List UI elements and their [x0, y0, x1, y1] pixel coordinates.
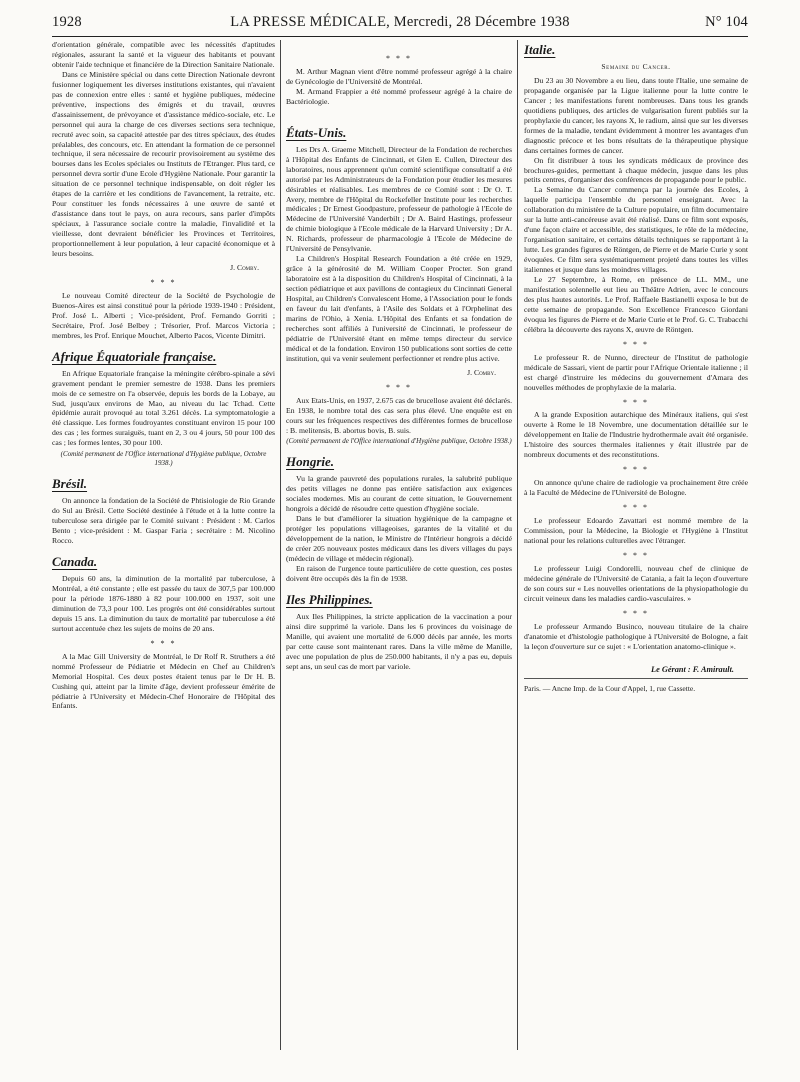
paragraph: La Semaine du Cancer commença par la journée des Ecoles, à laquelle participa l'ensemble du personnel enseignant. Avec la collaboration du ministère de la Culture populaire, un film documentaire sur la lutte anti-cancéreuse avait été réalisé. Dans ce film sont exposés, d'une façon claire et accessible, des statistiques, le rôle de la médecine, l'organisation sanitaire, et certains détails techniques se rapportant à la lutte. Les grandes figures de Röntgen, de Pierre et de Marie Curie y sont évoquées. Ce film sera systématiquement projeté dans toutes les villes italiennes et jusque dans les moindres villages. — [524, 185, 748, 275]
section-heading-afrique: Afrique Équatoriale française. — [52, 348, 217, 364]
section-heading-canada: Canada. — [52, 554, 98, 570]
paragraph: En Afrique Equatoriale française la méningite cérébro-spinale a sévi gravement pendant le premier semestre de 1938. Dans les premiers mois de ce semestre on l'a observée, depuis les bords de la Lobaye, au Sud, jusqu'aux environs de Mao, au niveau du lac Tchad. Cette épidémie aurait provoqué au total 3.261 décès. La symptomatologie a été classique. Les formes foudroyantes constituant environ 15 pour 100 des cas ; les formes suraiguës, tuant en 2, 3 ou 4 jours, 50 pour 100 des cas ; les formes lentes, 30 pour 100. — [52, 368, 275, 448]
column-divider-1 — [280, 40, 281, 1050]
section-heading-bresil: Brésil. — [52, 476, 88, 492]
signature: J. Comby. — [467, 367, 496, 377]
separator-stars: * * * — [623, 608, 649, 618]
paragraph: Le professeur Luigi Condorelli, nouveau chef de clinique de médecine générale de l'Université de Catania, a fait la leçon d'ouverture de son cours sur « Les nouvelles orientations de la physiopathologie du circuit veineux dans les maladies cardio-vasculaires. » — [524, 563, 748, 603]
paragraph: Du 23 au 30 Novembre a eu lieu, dans toute l'Italie, une semaine de propagande organisée par la Ligue italienne pour la lutte contre le Cancer ; les manifestations furent nombreuses. Dans tous les grands quotidiens publiques, des articles de vulgarisation furent publiés sur la prophylaxie du cancer, les rayons X, le radium, ainsi que sur les diverses formes de la maladie, tendant évidemment à montrer les avantages d'un diagnostic précoce et les bons résultats de la thérapeutique physique dans certaines formes de cancer. — [524, 75, 748, 155]
paragraph: On annonce la fondation de la Société de Phtisiologie de Rio Grande do Sul au Brésil. Cette Société destinée à l'étude et à la lutte contre la tuberculose sera dirigée par le Comité suivant : Président : M. Carlos Bento ; vice-président : M. Gaspar Faria ; secrétaire : M. Nicolino Rocco. — [52, 496, 275, 546]
gerant-line: Le Gérant : F. Amirault. — [651, 665, 734, 675]
paragraph: Le 27 Septembre, à Rome, en présence de LL. MM., une manifestation solennelle eut lieu au Théâtre Adrien, avec le concours des plus hautes autorités. Le Prof. Raffaele Bastianelli exposa le but de cette semaine de propagande. Son Excellence Francesco Giordani évoqua les figures de Pierre et de Marie Curie et le Prof. G. C. Trabacchi célébra la découverte des rayons X, œuvre de Röntgen. — [524, 275, 748, 334]
page-number: 1928 — [52, 14, 82, 30]
signature: J. Comby. — [230, 262, 259, 272]
column-2 — [286, 40, 512, 672]
printer-imprint: Paris. — Ancne Imp. de la Cour d'Appel, 1, rue Cassette. — [524, 684, 696, 694]
column-3 — [524, 40, 748, 694]
separator-stars: * * * — [386, 382, 412, 392]
paragraph: Aux Iles Philippines, la stricte application de la vaccination a pour ainsi dire supprimé la variole. Dans les 6 provinces du voisinage de Manille, qui avaient une mortalité de 6.000 décès par année, les morts par cette cause sont maintenant rares. Dans la ville même de Manille, avec une population de plus de 250.000 habitants, il n'y a pas eu, depuis sept ans, un seul cas de mort par variole. — [286, 611, 512, 671]
paragraph: Le professeur R. de Nunno, directeur de l'Institut de pathologie médicale de Sassari, vient de partir pour l'Afrique Orientale italienne ; il est chargé d'instruire les médecins du gouvernement d'Amara des nouvelles méthodes de prophylaxie de la malaria. — [524, 352, 748, 392]
paragraph: Le nouveau Comité directeur de la Société de Psychologie de Buenos-Aires est ainsi constitué pour la période 1939-1940 : Président, Prof. José L. Alberti ; Vice-président, Prof. Fernando Gorriti ; Secrétaire, Prof. José Belbey ; Trésorier, Prof. Marcos Victoria ; membres, les Prof. Enrique Mouchet, Alberto Pacos, Vicente Dimitri. — [52, 290, 275, 340]
subheading: Semaine du Cancer. — [601, 62, 671, 71]
paragraph: Le professeur Edoardo Zavattari est nommé membre de la Commission, pour la Médecine, la Biologie et l'Hygiène à l'Institut national pour les relations culturelles avec l'étranger. — [524, 516, 748, 545]
column-1 — [52, 40, 275, 711]
separator-stars: * * * — [623, 503, 649, 513]
source-note: (Comité permanent de l'Office international d'Hygiène publique, Octobre 1938.) — [286, 437, 512, 446]
separator-stars: * * * — [623, 339, 649, 349]
paragraph: A la Mac Gill University de Montréal, le Dr Rolf R. Struthers a été nommé Professeur de Pédiatrie et Médecin en Chef au Children's Memorial Hospital. Ces deux postes étaient tenus par le Dr H. B. Cushing qui, atteint par la limite d'âge, devient professeur émérite de pédiatrie à l'University et Médecin-Chef Honoraire de l'Hôpital des Enfants. — [52, 651, 275, 711]
section-heading-hongrie: Hongrie. — [286, 454, 335, 470]
separator-stars: * * * — [623, 465, 649, 475]
column-divider-2 — [517, 40, 518, 1050]
paragraph: La Children's Hospital Research Foundation a été créée en 1929, grâce à la générosité de M. William Cooper Procter. Son grand laboratoire est à la disposition du Children's Hospital of Cincinnati, à la section pédiatrique et aux pavillons de contagieux du Cincinnati General Hospital, au Children's Convalescent Home, à l'Association pour le fonds en faveur du lait d'enfants, à l'Asile des Soldats et à l'Orphelinat des marins de l'Ohio, à Xenia. L'Hôpital des Enfants et sa fondation de recherches sont affiliés à l'université de Cincinnati, le professeur de pédiatrie de l'Université étant en même temps directeur du service médical et de la fondation. Environ 150 publications sont sorties de cette institution, qui va venir seulement perfectionner et rendre plus active. — [286, 254, 512, 363]
paragraph: Vu la grande pauvreté des populations rurales, la salubrité publique des petits villages ne donne pas entière satisfaction aux exigences sociales modernes. Mis au courant de cette situation, le Gouvernement hongrois a décidé de résoudre cette question d'hygiène sociale. — [286, 474, 512, 514]
separator-stars: * * * — [623, 550, 649, 560]
paragraph: d'orientation générale, compatible avec les nécessités d'aptitudes régionales, assurant la santé et la vigueur des habitants et pouvant obtenir l'aide technique et financière de la Direction Sanitaire Nationale. — [52, 40, 275, 69]
separator-stars: * * * — [150, 277, 177, 287]
section-heading-italie: Italie. — [524, 42, 556, 57]
issue-number: N° 104 — [705, 14, 748, 30]
paragraph: Les Drs A. Graeme Mitchell, Directeur de la Fondation de recherches à l'Hôpital des Enfants de Cincinnati, et Glen E. Cullen, Directeur des laboratoires, nous apprennent qu'un comité scientifique consultatif a été autorisé par les Administrateurs de la Fondation pour étudier les mesures désirables et réalisables. Les membres de ce Comité sont : Dr O. T. Avery, membre de l'Hôpital du Rockefeller Institute pour les recherches médicales ; Dr Ernest Goodpasture, professeur de pathologie à l'Ecole de Médecine de l'Université Vanderbilt ; Dr A. Baird Hastings, professeur de chimie biologique à l'Ecole médicale de la Harvard University ; Dr A. N. Richards, professeur de pharmacologie à l'Ecole de Médecine de l'Université de Pensylvanie. — [286, 144, 512, 254]
section-heading-etats-unis: États-Unis. — [286, 124, 347, 140]
section-heading-philippines: Iles Philippines. — [286, 591, 373, 607]
paragraph: Aux Etats-Unis, en 1937, 2.675 cas de brucellose avaient été déclarés. En 1938, le nombre total des cas sera plus élevé. Une enquête est en cours sur les fréquences respectives des différentes formes de brucellose : B. melitensis, B. abortus bovis, B. suis. — [286, 395, 512, 435]
paragraph: M. Armand Frappier a été nommé professeur agrégé à la chaire de Bactériologie. — [286, 86, 512, 106]
separator-stars: * * * — [386, 54, 412, 63]
paragraph: Le professeur Armando Businco, nouveau titulaire de la chaire d'anatomie et d'histologie pathologique à l'Université de Bologne, a fait la leçon d'ouverture sur ce sujet : « L'orientation anatomo-clinique ». — [524, 621, 748, 651]
header-rule — [52, 36, 748, 37]
paragraph: En raison de l'urgence toute particulière de cette question, ces postes doivent être occupés dès la fin de 1938. — [286, 564, 512, 583]
paragraph: Depuis 60 ans, la diminution de la mortalité par tuberculose, à Montréal, a été constante ; elle est passée du taux de 307,5 par 100.000 pour la période 1876-1880 à 82 pour 100.000 en 1937, soit une diminution de 73,3 pour 100. Les progrès ont été considérables surtout depuis 15 ans. La diminution du taux de mortalité par tuberculose a été surtout accentuée chez les sujets de moins de 20 ans. — [52, 574, 275, 633]
paragraph: On annonce qu'une chaire de radiologie va prochainement être créée à la Faculté de Médecine de l'Université de Bologne. — [524, 478, 748, 498]
journal-title: LA PRESSE MÉDICALE, Mercredi, 28 Décembre 1938 — [230, 14, 570, 30]
paragraph: A la grande Exposition autarchique des Minéraux italiens, qui s'est ouverte à Rome le 18 Novembre, une documentation détaillée sur le développement en Italie de l'Industrie hydrothermale avait été organisée. L'histoire des sources thermales italiennes y était illustrée par de nombreux documents et des reconstitutions. — [524, 410, 748, 460]
source-note: (Comité permanent de l'Office international d'Hygiène publique, Octobre 1938.) — [60, 450, 267, 468]
page-header — [52, 14, 748, 34]
paragraph: Dans ce Ministère spécial ou dans cette Direction Nationale devront fusionner logiquement les diverses institutions existantes, qui n'avaient pas de connexion entre elles : santé et hygiène publiques, médecine préventive, inspections des émigrés et du travail, œuvres d'assainissement, de prévoyance et d'assistance médico-sociale, etc. Le personnel qui aura la charge de ces diverses sections sera technique, recruté avec soin, sa capacité attestée par des titres spéciaux, des études préalables, des concours, etc. En attendant la formation de ce personnel technique, il sera nécessaire de recourir provisoirement au système des bourses dans les Ecoles spéciales ou Instituts de l'Etranger. Plus tard, ce personnel devra sortir d'une Ecole d'Hygiène Nationale. Pour garantir la situation de ce personnel technique indispensable, on doit régler les étapes de la carrière et les conditions de l'avancement, la retraite, etc. Pour constituer les fonds nécessaires à une œuvre de santé et d'assistance dans tout le pays, on aura recours, sans parler d'impôts spéciaux, à l'assurance sociale contre la maladie, l'invalidité et la vieillesse, dont devraient bénéficier les Provinces et Territoires, proportionnellement à leur population, à leur capacité économique et à leurs besoins. — [52, 69, 275, 259]
paragraph: On fit distribuer à tous les syndicats médicaux de province des brochures-guides, permettant à chaque médecin, jusque dans les plus petits centres, d'organiser des conférences de propagande pour le public. — [524, 155, 748, 185]
footer-rule — [524, 678, 748, 679]
separator-stars: * * * — [150, 638, 177, 648]
separator-stars: * * * — [623, 397, 649, 407]
paragraph: M. Arthur Magnan vient d'être nommé professeur agrégé à la chaire de Gynécologie de l'Université de Montréal. — [286, 66, 512, 86]
paragraph: Dans le but d'améliorer la situation hygiénique de la campagne et protéger les populations villageoises, garantes de la vitalité et du développement de la nation, le Ministre de l'Intérieur hongrois a décidé de créer 205 nouveaux postes médicaux dans les divers villages du pays (médecin de village et médecin régional). — [286, 514, 512, 564]
